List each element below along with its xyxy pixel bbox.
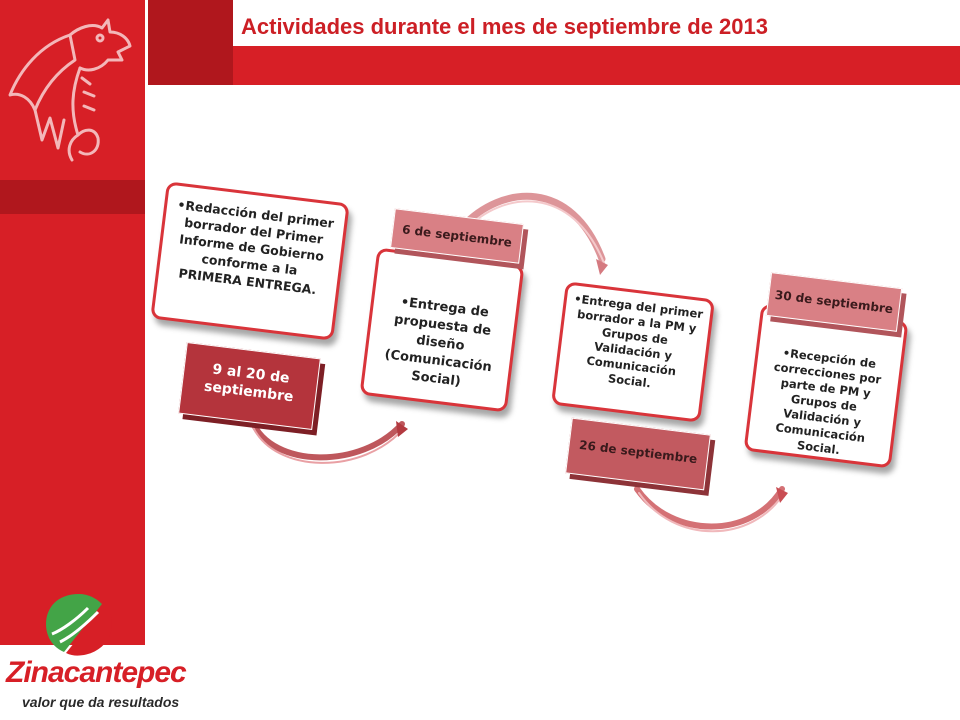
step-text-corrections: • Recepción de correcciones por parte de PM y Grupos de Validación y Comunicación Social. xyxy=(773,346,882,458)
step-date-corrections: 30 de septiembre xyxy=(766,272,902,332)
brand-tagline: valor que da resultados xyxy=(22,694,180,710)
zinacantepec-logo-icon xyxy=(42,590,116,658)
step-date-delivery: 26 de septiembre xyxy=(565,418,711,491)
left-sidebar-accent xyxy=(0,180,145,214)
step-card-drafting xyxy=(150,181,349,340)
bat-emblem-icon xyxy=(0,0,145,180)
header-dark-block xyxy=(148,0,233,85)
step-card-delivery xyxy=(551,281,715,422)
sidebar-divider xyxy=(145,0,148,645)
step-text-delivery: • Entrega del primer borrador a la PM y Grupos de Validación y Comunicación Social. xyxy=(573,291,703,390)
step-text-drafting: • Redacción del primer borrador del Primer Informe de Gobierno conforme a la PRIMERA ENTREGA. xyxy=(177,197,335,297)
step-date-drafting: 9 al 20 de septiembre xyxy=(178,342,321,430)
step-text-design: • Entrega de propuesta de diseño (Comunicación Social) xyxy=(384,295,493,390)
step-date-design: 6 de septiembre xyxy=(390,208,524,264)
page-title: Actividades durante el mes de septiembre de 2013 xyxy=(241,14,769,39)
step-card-design xyxy=(360,248,525,413)
brand-name: Zinacantepec xyxy=(6,656,186,689)
